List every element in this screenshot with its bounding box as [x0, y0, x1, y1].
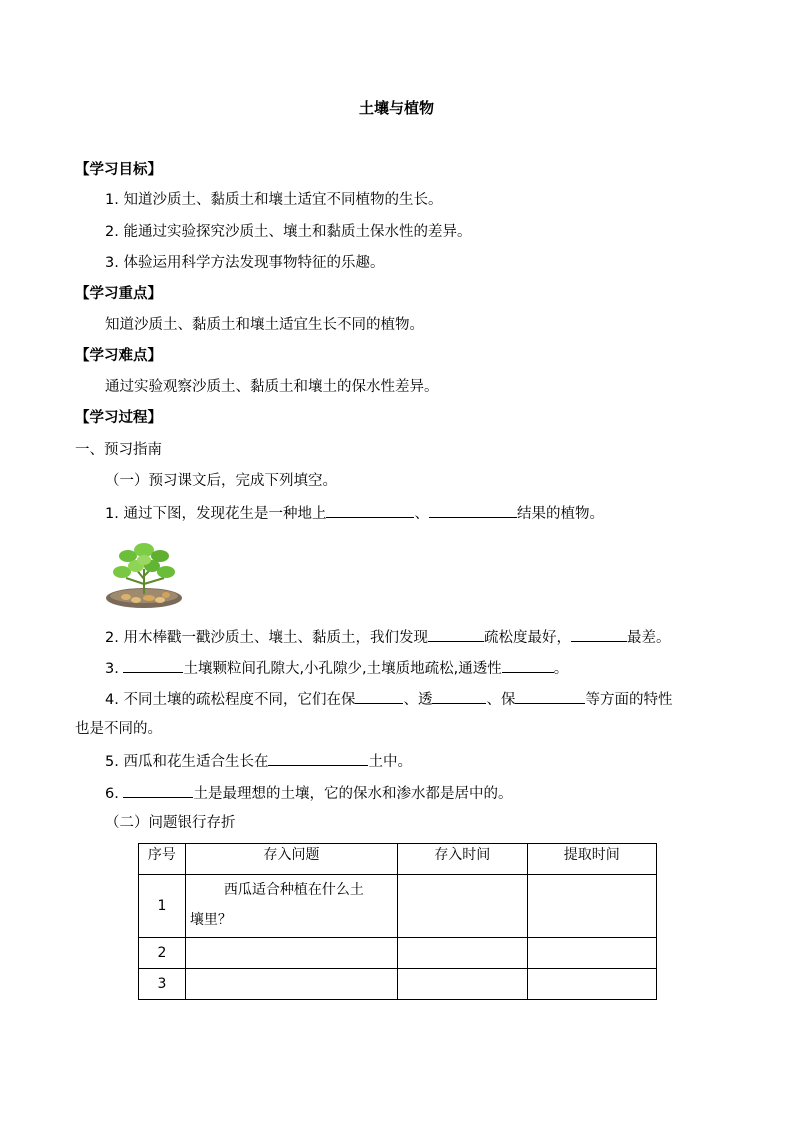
question-6: 6. 土是最理想的土壤，它的保水和渗水都是居中的。: [105, 782, 512, 804]
question-4: 4. 不同土壤的疏松程度不同，它们在保 、透 、保 等方面的特性: [105, 688, 672, 710]
question-4-continued: 也是不同的。: [75, 721, 162, 737]
header-cell: 提取时间: [527, 844, 656, 875]
table-row: [139, 938, 657, 969]
peanut-plant-icon: [104, 534, 182, 612]
subsection-heading: （一）预习课文后，完成下列填空。: [105, 473, 337, 489]
objective-item: 1. 知道沙质土、黏质土和壤土适宜不同植物的生长。: [105, 192, 443, 208]
row-number: 2: [139, 938, 186, 969]
process-heading: 【学习过程】: [75, 410, 162, 426]
fill-blank[interactable]: [571, 626, 627, 642]
fill-blank[interactable]: [428, 626, 484, 642]
fill-blank[interactable]: [326, 502, 414, 518]
fill-blank[interactable]: [355, 688, 403, 704]
objective-item: 3. 体验运用科学方法发现事物特征的乐趣。: [105, 255, 385, 271]
question-cell[interactable]: [185, 969, 397, 1000]
question-1: 1. 通过下图，发现花生是一种地上 、 结果的植物。: [105, 502, 604, 524]
fill-blank[interactable]: [502, 657, 554, 673]
fill-blank[interactable]: [432, 688, 486, 704]
fill-blank[interactable]: [123, 782, 193, 798]
section-heading: 一、预习指南: [75, 442, 162, 458]
fill-blank[interactable]: [123, 657, 183, 673]
fill-blank[interactable]: [515, 688, 585, 704]
deposit-time-cell[interactable]: [398, 969, 527, 1000]
header-cell: 存入问题: [185, 844, 397, 875]
withdraw-time-cell[interactable]: [527, 938, 656, 969]
question-bank-table: [138, 843, 657, 1000]
question-2: 2. 用木棒戳一戳沙质土、壤土、黏质土，我们发现 疏松度最好， 最差。: [105, 626, 670, 648]
table-row: [139, 875, 657, 938]
key-points-heading: 【学习重点】: [75, 286, 162, 302]
withdraw-time-cell[interactable]: [527, 875, 656, 938]
fill-blank[interactable]: [429, 502, 517, 518]
row-number: 1: [139, 875, 186, 938]
page-title: 土壤与植物: [358, 99, 434, 117]
question-cell[interactable]: 西瓜适合种植在什么土 壤里？: [185, 875, 397, 938]
row-number: 3: [139, 969, 186, 1000]
withdraw-time-cell[interactable]: [527, 969, 656, 1000]
deposit-time-cell[interactable]: [398, 938, 527, 969]
question-cell[interactable]: [185, 938, 397, 969]
table-row: [139, 969, 657, 1000]
deposit-time-cell[interactable]: [398, 875, 527, 938]
objectives-heading: 【学习目标】: [75, 162, 162, 178]
header-cell: 序号: [139, 844, 186, 875]
question-3: 3. 土壤颗粒间孔隙大,小孔隙少,土壤质地疏松,通透性 。: [105, 657, 568, 679]
subsection-heading: （二）问题银行存折: [105, 815, 236, 831]
fill-blank[interactable]: [268, 750, 368, 766]
difficulties-text: 通过实验观察沙质土、黏质土和壤土的保水性差异。: [105, 379, 439, 395]
difficulties-heading: 【学习难点】: [75, 348, 162, 364]
key-points-text: 知道沙质土、黏质土和壤土适宜生长不同的植物。: [105, 317, 424, 333]
question-5: 5. 西瓜和花生适合生长在 土中。: [105, 750, 412, 772]
header-cell: 存入时间: [398, 844, 527, 875]
objective-item: 2. 能通过实验探究沙质土、壤土和黏质土保水性的差异。: [105, 224, 472, 240]
table-header-row: [139, 844, 657, 875]
